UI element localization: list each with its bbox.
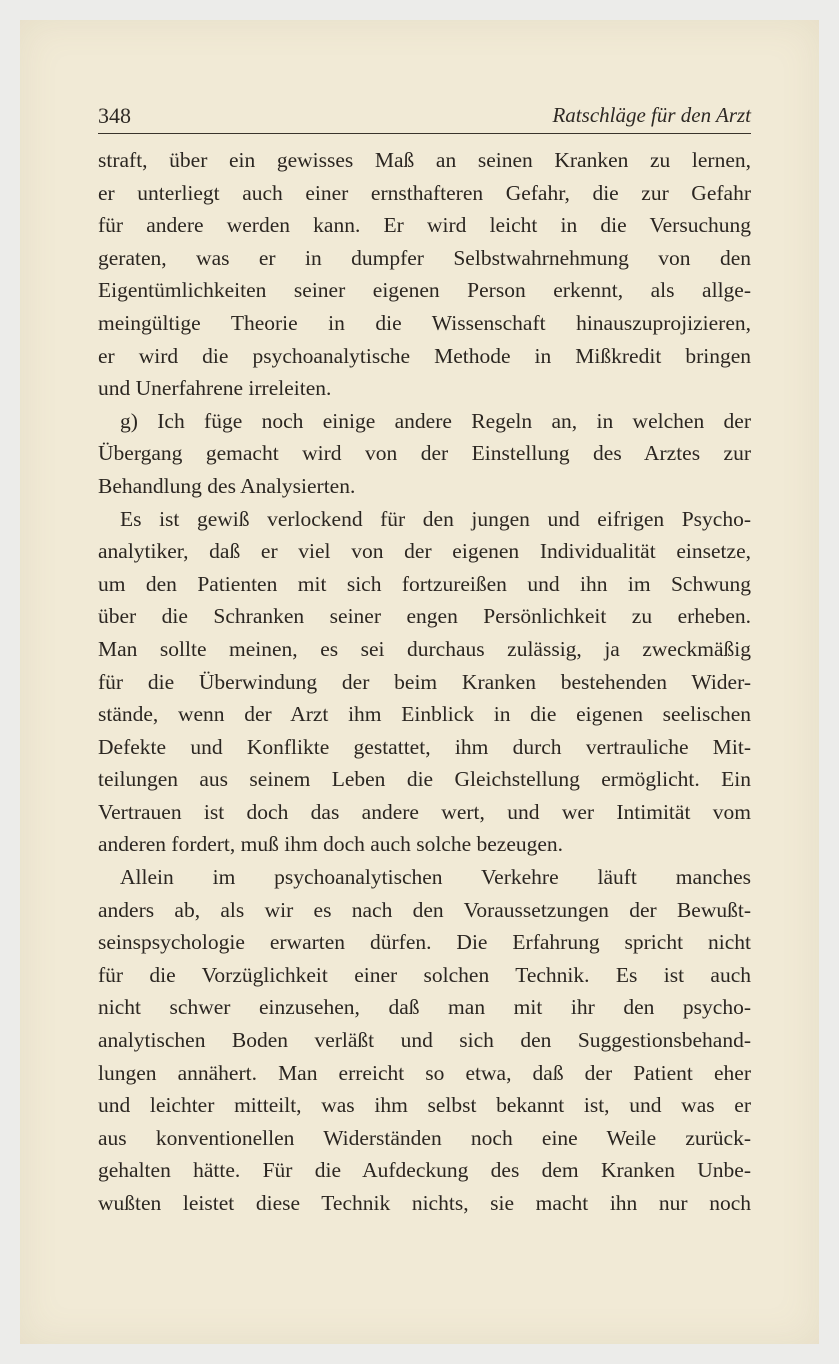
text-line: stände, wenn der Arzt ihm Einblick in die eigenen seelischen: [98, 702, 751, 727]
text-line: straft, über ein gewisses Maß an seinen Kranken zu lernen,: [98, 148, 751, 172]
text-line: für die Überwindung der beim Kranken bestehenden Wider-: [98, 669, 751, 694]
text-line: nicht schwer einzusehen, daß man mit ihr den psycho-: [98, 995, 751, 1020]
text-line: er unterliegt auch einer ernsthafteren Gefahr, die zur Gefahr: [98, 180, 751, 205]
body-text: [98, 144, 751, 1220]
page-header: [98, 93, 751, 134]
text-line: analytischen Boden verläßt und sich den Suggestionsbehand-: [98, 1028, 751, 1053]
text-line: g) Ich füge noch einige andere Regeln an, in welchen der: [120, 408, 751, 433]
text-line: und leichter mitteilt, was ihm selbst bekannt ist, und was er: [98, 1093, 751, 1118]
text-line: Übergang gemacht wird von der Einstellung des Arztes zur: [98, 441, 751, 466]
text-line: Allein im psychoanalytischen Verkehre läuft manches: [120, 865, 751, 890]
text-line: geraten, was er in dumpfer Selbstwahrnehmung von den: [98, 245, 751, 270]
text-line: gehalten hätte. Für die Aufdeckung des dem Kranken Unbe-: [98, 1158, 751, 1183]
text-line: anderen fordert, muß ihm doch auch solche bezeugen.: [98, 832, 564, 857]
text-line: um den Patienten mit sich fortzureißen und ihn im Schwung: [98, 571, 751, 596]
text-line: lungen annähert. Man erreicht so etwa, daß der Patient eher: [98, 1060, 751, 1085]
text-line: meingültige Theorie in die Wissenschaft hinauszuprojizieren,: [98, 310, 751, 335]
text-line: über die Schranken seiner engen Persönlichkeit zu erheben.: [98, 604, 751, 629]
text-line: seinspsychologie erwarten dürfen. Die Erfahrung spricht nicht: [98, 930, 751, 955]
text-line: teilungen aus seinem Leben die Gleichstellung ermöglicht. Ein: [98, 767, 751, 792]
text-line: wußten leistet diese Technik nichts, sie macht ihn nur noch: [98, 1191, 751, 1215]
text-line: Behandlung des Analysierten.: [98, 473, 356, 498]
text-line: Eigentümlichkeiten seiner eigenen Person erkennt, als allge-: [98, 278, 751, 303]
text-line: analytiker, daß er viel von der eigenen Individualität einsetze,: [98, 539, 751, 564]
text-line: und Unerfahrene irreleiten.: [98, 376, 332, 401]
running-head: Ratschläge für den Arzt: [552, 103, 751, 127]
text-line: Man sollte meinen, es sei durchaus zulässig, ja zweckmäßig: [98, 636, 751, 661]
text-line: für die Vorzüglichkeit einer solchen Technik. Es ist auch: [98, 962, 751, 987]
text-line: aus konventionellen Widerständen noch eine Weile zurück-: [98, 1125, 751, 1150]
text-line: Vertrauen ist doch das andere wert, und wer Intimität vom: [98, 799, 751, 824]
text-line: Es ist gewiß verlockend für den jungen und eifrigen Psycho-: [120, 506, 751, 531]
text-line: Defekte und Konflikte gestattet, ihm durch vertrauliche Mit-: [98, 734, 751, 759]
text-line: er wird die psychoanalytische Methode in Mißkredit bringen: [98, 343, 751, 368]
text-line: für andere werden kann. Er wird leicht in die Versuchung: [98, 213, 751, 238]
page-number: 348: [98, 103, 131, 128]
text-line: anders ab, als wir es nach den Voraussetzungen der Bewußt-: [98, 897, 751, 922]
